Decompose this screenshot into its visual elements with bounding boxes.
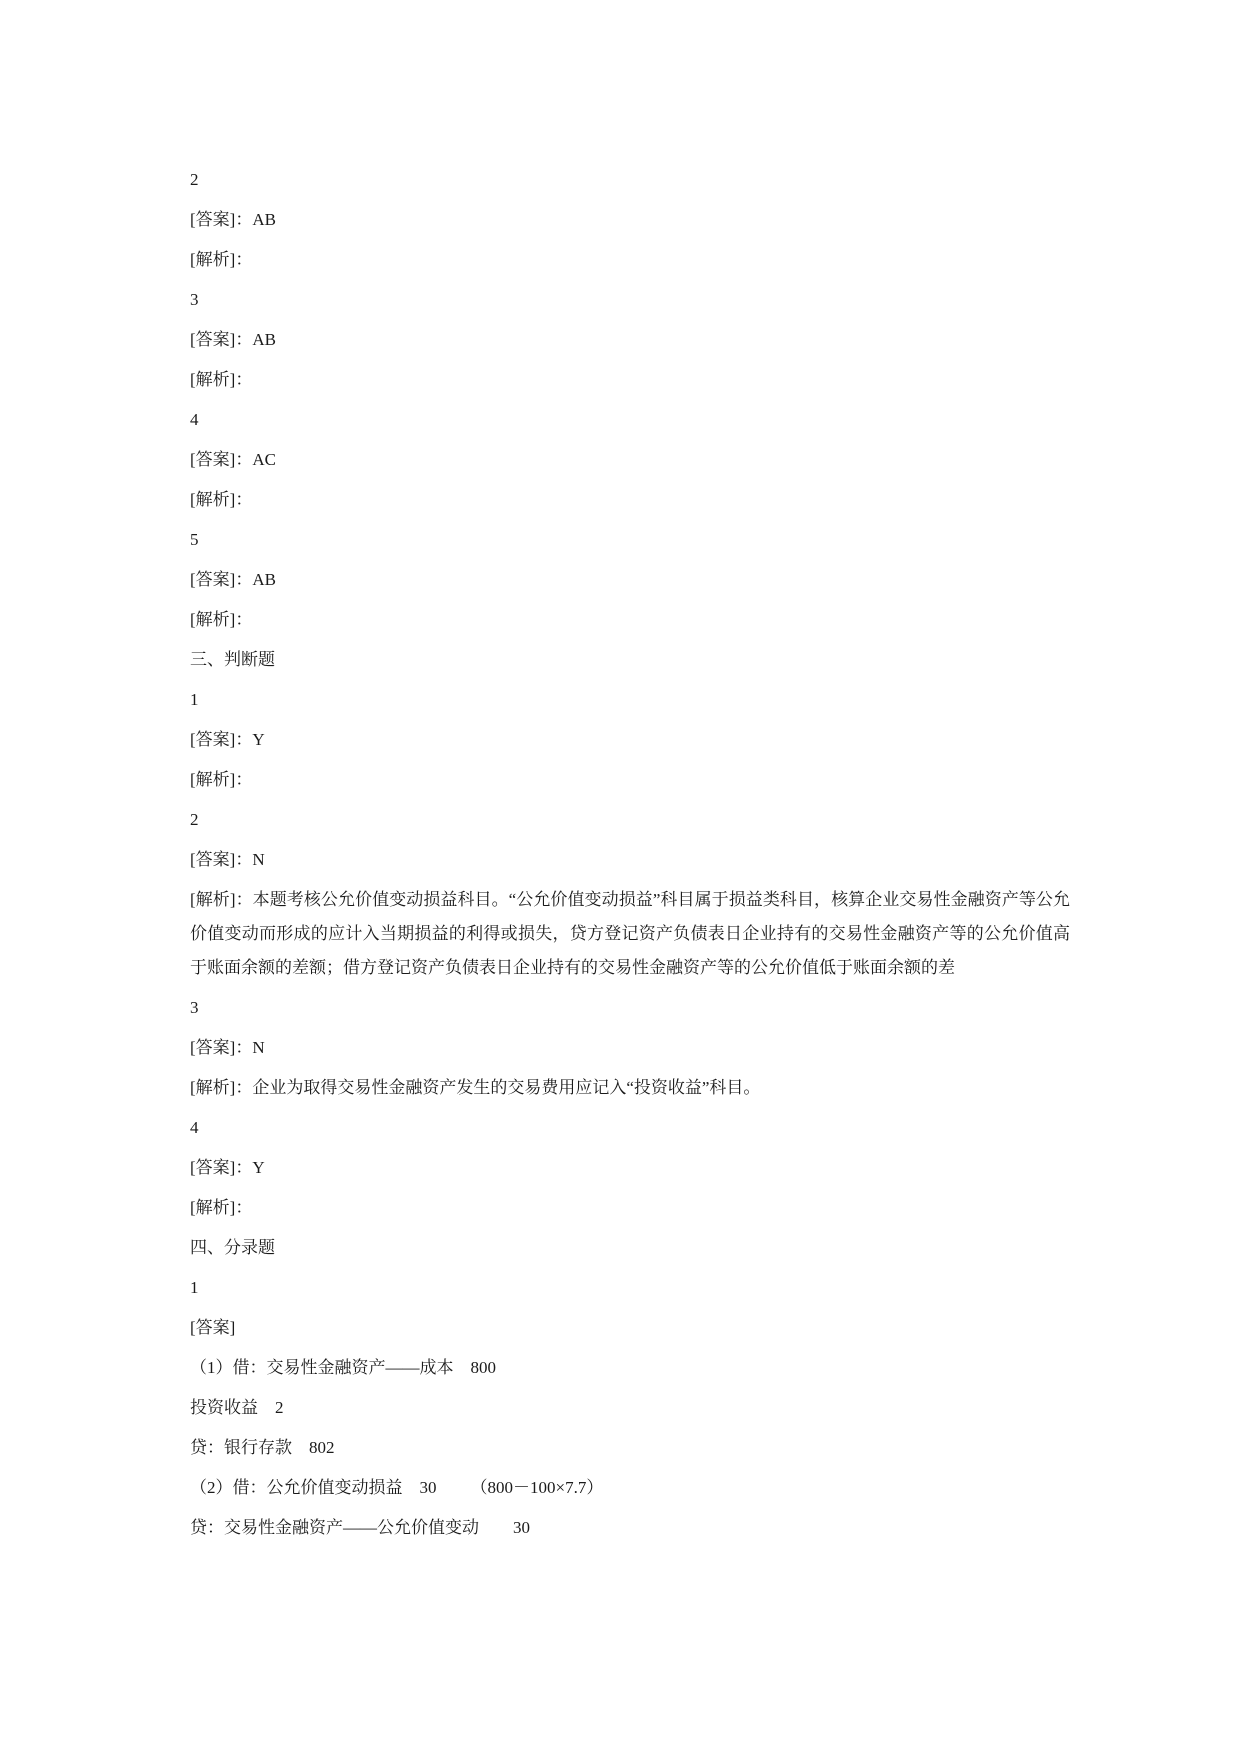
explanation-paragraph: [解析]：本题考核公允价值变动损益科目。“公允价值变动损益”科目属于损益类科目，核算企业交易性金融资产等公允价值变动而形成的应计入当期损益的利得或损失，贷方登记资产负债表日企业持有的交易性金融资产等的公允价值高于账面余额的差额；借方登记资产负债表日企业持有的交易性金融资产等的公允价值低于账面余额的差 bbox=[190, 890, 1070, 977]
question-number: 3 bbox=[190, 998, 199, 1017]
section-heading: 四、分录题 bbox=[190, 1238, 275, 1257]
explanation-line: [解析]： bbox=[190, 610, 253, 629]
answer-line: [答案]：AB bbox=[190, 210, 276, 229]
journal-entry-line: 贷：交易性金融资产——公允价值变动 30 bbox=[190, 1518, 530, 1537]
answer-line: [答案]：AB bbox=[190, 570, 276, 589]
journal-entry-line: 投资收益 2 bbox=[190, 1398, 284, 1417]
answer-line: [答案]：Y bbox=[190, 730, 265, 749]
journal-entry-line: 贷：银行存款 802 bbox=[190, 1438, 335, 1457]
question-number: 2 bbox=[190, 810, 199, 829]
answer-line: [答案]：N bbox=[190, 1038, 265, 1057]
question-number: 4 bbox=[190, 1118, 199, 1137]
question-number: 2 bbox=[190, 170, 199, 189]
explanation-line: [解析]： bbox=[190, 490, 253, 509]
document-page bbox=[190, 160, 1070, 1548]
question-number: 1 bbox=[190, 690, 199, 709]
question-number: 4 bbox=[190, 410, 199, 429]
explanation-line: [解析]：企业为取得交易性金融资产发生的交易费用应记入“投资收益”科目。 bbox=[190, 1078, 761, 1097]
explanation-line: [解析]： bbox=[190, 770, 253, 789]
journal-entry-line: （1）借：交易性金融资产——成本 800 bbox=[190, 1358, 496, 1377]
question-number: 1 bbox=[190, 1278, 199, 1297]
journal-entry-line: （2）借：公允价值变动损益 30 （800－100×7.7） bbox=[190, 1478, 604, 1497]
section-heading: 三、判断题 bbox=[190, 650, 275, 669]
question-number: 5 bbox=[190, 530, 199, 549]
answer-line: [答案] bbox=[190, 1318, 236, 1337]
question-number: 3 bbox=[190, 290, 199, 309]
explanation-line: [解析]： bbox=[190, 1198, 253, 1217]
answer-line: [答案]：Y bbox=[190, 1158, 265, 1177]
answer-line: [答案]：AB bbox=[190, 330, 276, 349]
answer-line: [答案]：N bbox=[190, 850, 265, 869]
answer-line: [答案]：AC bbox=[190, 450, 276, 469]
explanation-line: [解析]： bbox=[190, 370, 253, 389]
explanation-line: [解析]： bbox=[190, 250, 253, 269]
